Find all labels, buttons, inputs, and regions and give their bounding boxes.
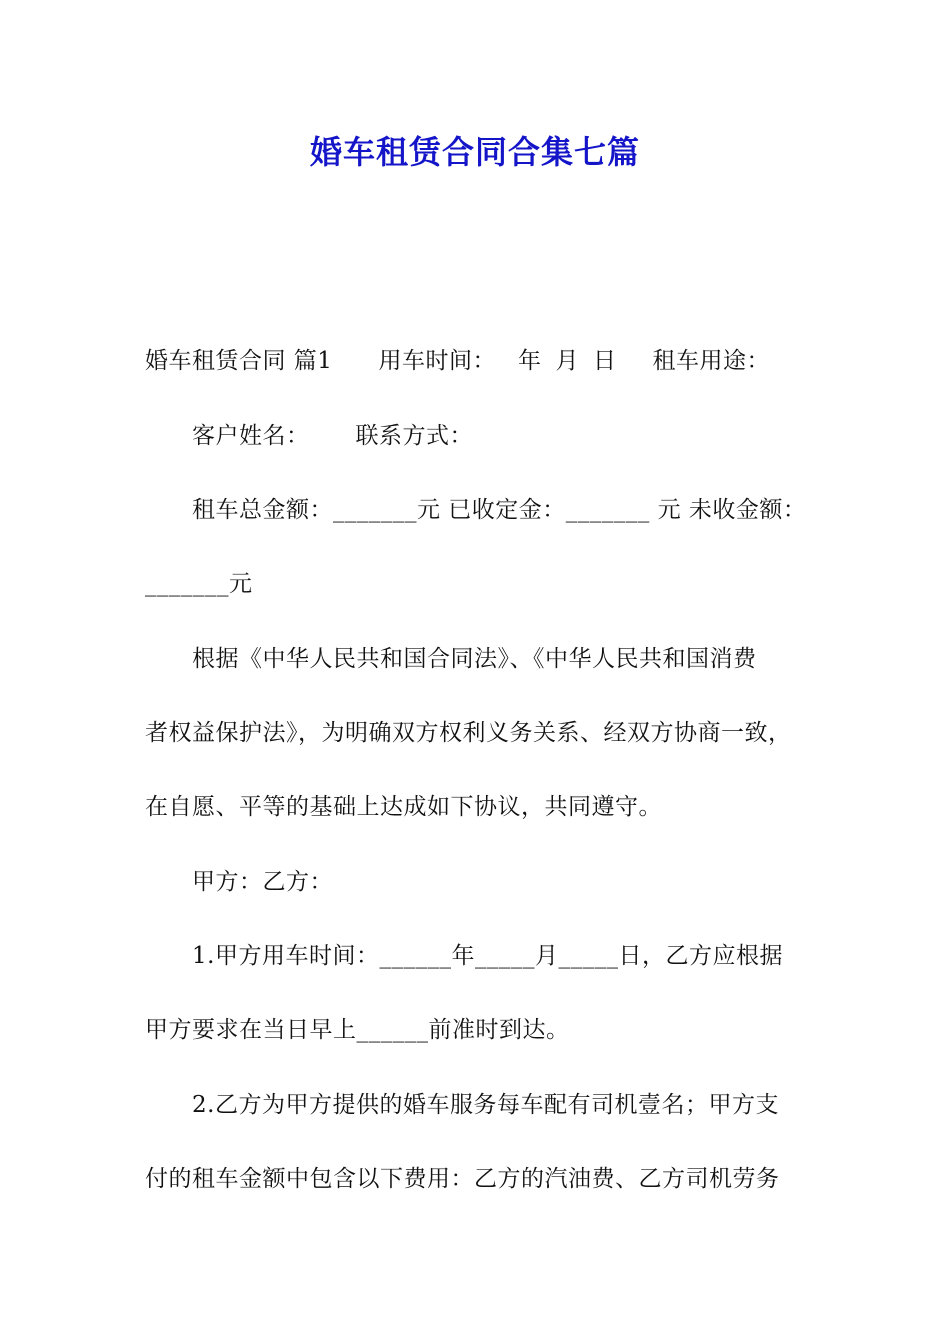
usage-time-label: 用车时间： — [378, 348, 496, 374]
year-label: 年 — [517, 348, 542, 374]
parties-line: 甲方：乙方： — [192, 869, 333, 895]
clause-1-continuation: 甲方要求在当日早上______前准时到达。 — [145, 1017, 570, 1043]
customer-name-label: 客户姓名： — [192, 423, 310, 449]
contract-heading: 婚车租赁合同 篇1 — [145, 348, 333, 374]
amount-line: 租车总金额：_______元 已收定金：_______ 元 未收金额： — [192, 497, 807, 523]
clause-2-line: 2.乙方为甲方提供的婚车服务每车配有司机壹名；甲方支 — [192, 1092, 779, 1118]
contact-label: 联系方式： — [355, 423, 473, 449]
month-label: 月 — [555, 348, 579, 374]
clause-2-continuation: 付的租车金额中包含以下费用：乙方的汽油费、乙方司机劳务 — [145, 1166, 780, 1192]
header-info-line — [145, 343, 815, 379]
document-title: 婚车租赁合同合集七篇 — [309, 133, 640, 171]
unpaid-amount-line: _______元 — [145, 571, 253, 597]
rental-purpose-label: 租车用途： — [652, 348, 770, 374]
customer-info-line — [192, 418, 862, 454]
paragraph-line: 在自愿、平等的基础上达成如下协议，共同遵守。 — [145, 794, 662, 820]
paragraph-line: 者权益保护法》，为明确双方权利义务关系、经双方协商一致， — [145, 720, 792, 746]
day-label: 日 — [592, 348, 617, 374]
clause-1-line: 1.甲方用车时间：______年_____月_____日，乙方应根据 — [192, 943, 783, 969]
paragraph-line: 根据《中华人民共和国合同法》、《中华人民共和国消费 — [192, 646, 757, 672]
